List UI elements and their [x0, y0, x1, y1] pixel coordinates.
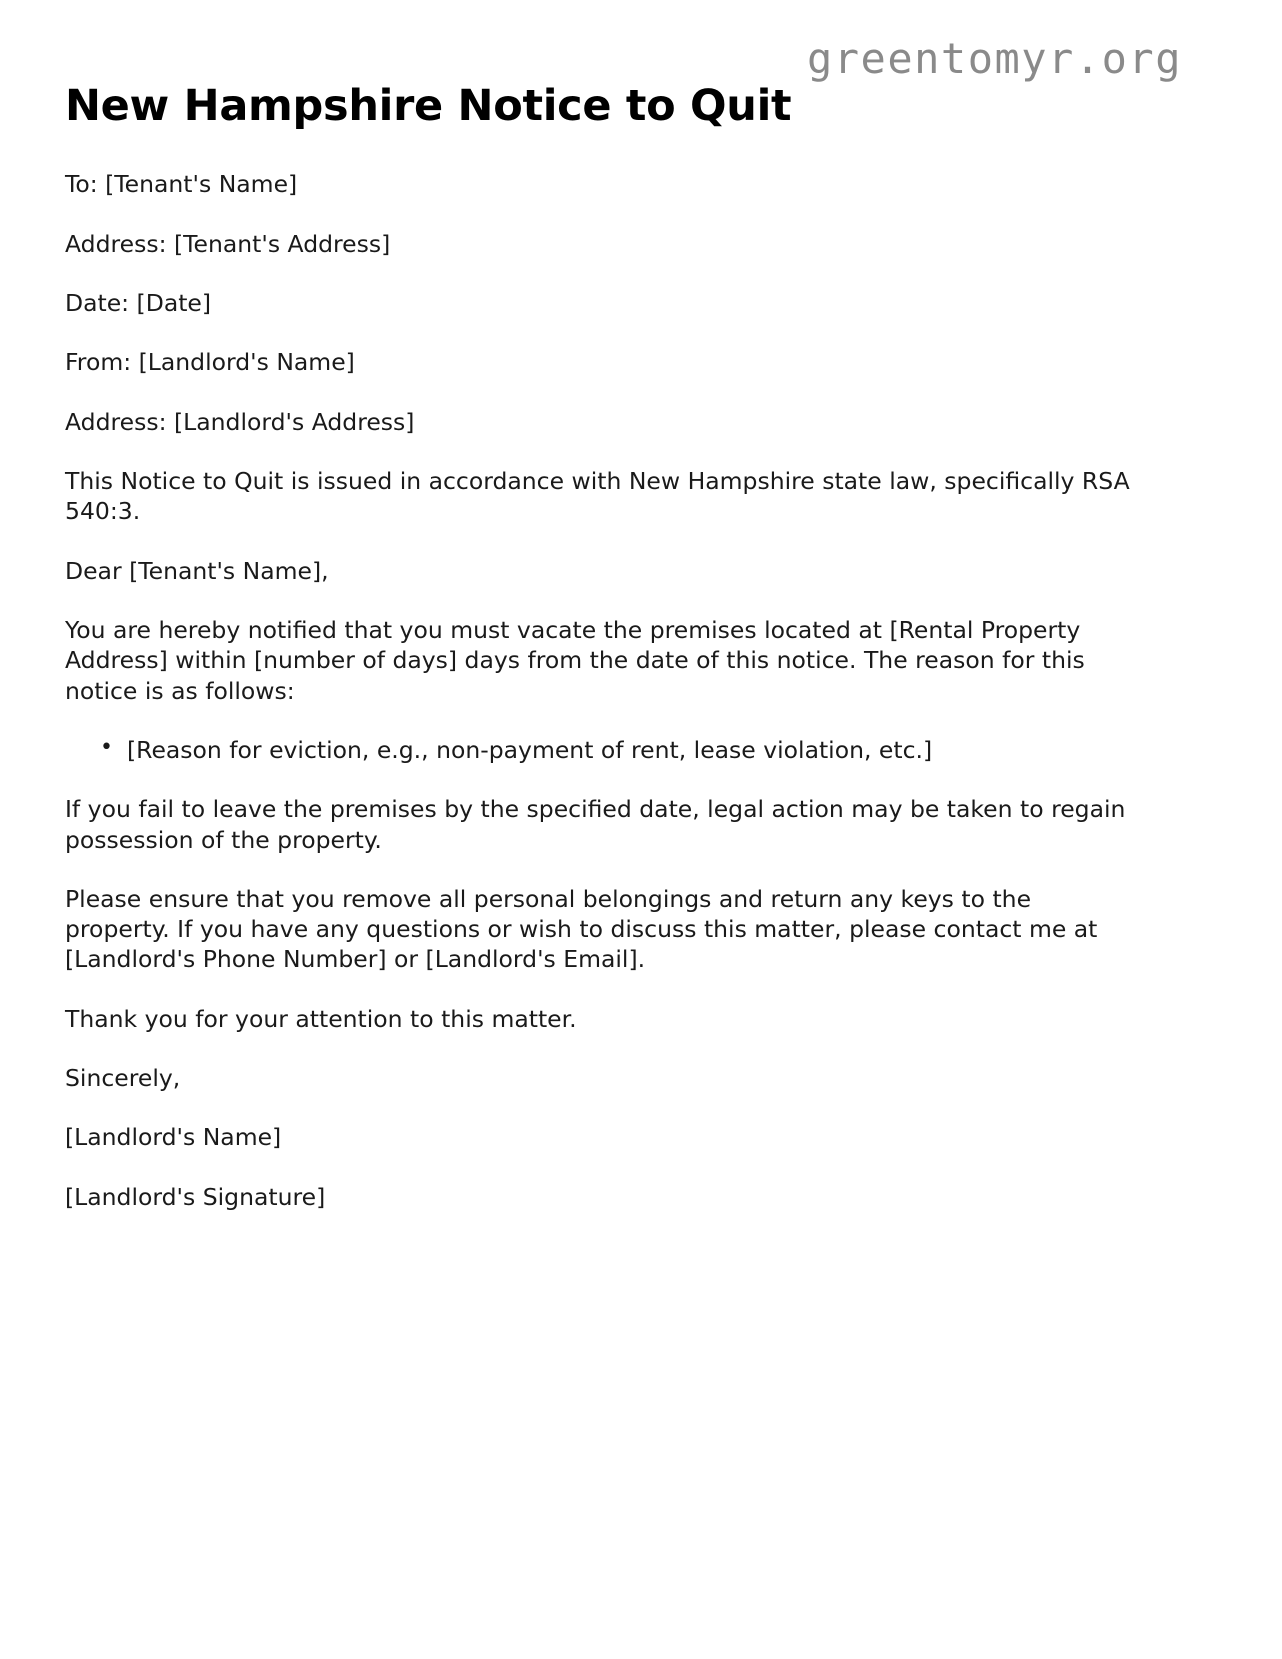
eviction-reason-list	[65, 735, 1140, 765]
sender-name-line: From: [Landlord's Name]	[65, 348, 355, 377]
thank-you-paragraph: Thank you for your attention to this matter.	[65, 1004, 577, 1033]
vacate-notice-paragraph: You are hereby notified that you must vacate the premises located at [Rental Property Address] within [number of days] days from the date of this notice. The reason for this notice is as follows:	[65, 615, 1085, 705]
closing-salutation: Sincerely,	[65, 1064, 181, 1093]
signer-name-line: [Landlord's Name]	[65, 1123, 282, 1152]
recipient-address-line: Address: [Tenant's Address]	[65, 229, 391, 258]
notice-date-line: Date: [Date]	[65, 289, 212, 318]
page-title: New Hampshire Notice to Quit	[65, 81, 792, 131]
salutation-line: Dear [Tenant's Name],	[65, 556, 329, 585]
signature-placeholder-line: [Landlord's Signature]	[65, 1182, 326, 1211]
statute-reference-paragraph: This Notice to Quit is issued in accordance with New Hampshire state law, specifically RSA 540:3.	[65, 467, 1130, 526]
belongings-and-contact-paragraph: Please ensure that you remove all personal belongings and return any keys to the property. If you have any questions or wish to discuss this matter, please contact me at [Landlord's Phone Number] or [Landlord's Email].	[65, 884, 1098, 974]
sender-address-line: Address: [Landlord's Address]	[65, 407, 415, 436]
site-watermark: greentomyr.org	[806, 34, 1182, 83]
list-item: • [Reason for eviction, e.g., non-payment of rent, lease violation, etc.]	[127, 735, 1140, 765]
recipient-name-line: To: [Tenant's Name]	[65, 170, 298, 199]
document-body	[65, 82, 1140, 1241]
legal-action-paragraph: If you fail to leave the premises by the specified date, legal action may be taken to regain possession of the property.	[65, 795, 1126, 854]
